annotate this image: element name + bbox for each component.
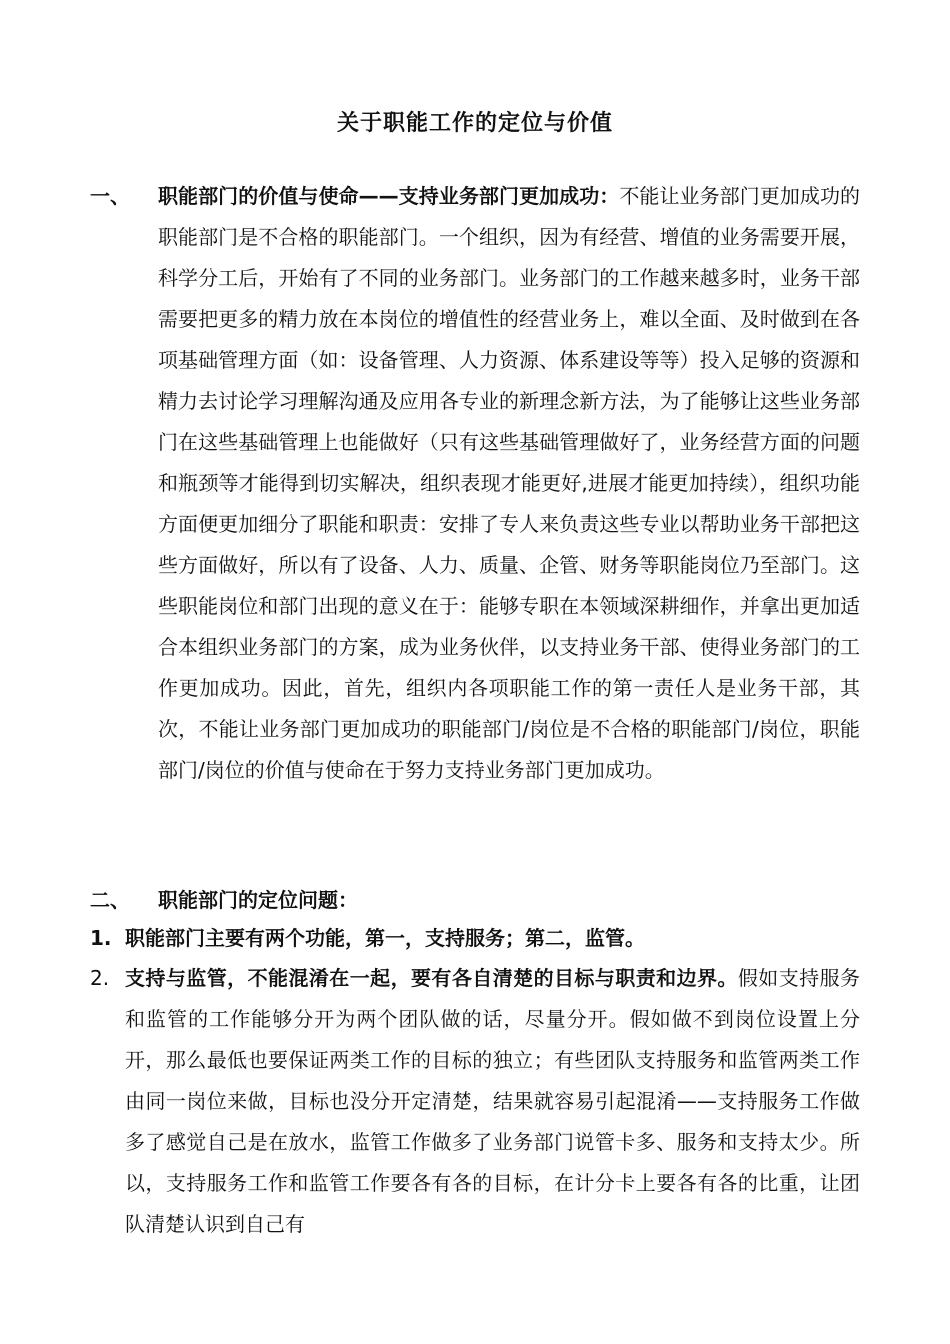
section-two-heading: 职能部门的定位问题： <box>158 888 358 912</box>
list-item-one-marker: 1. <box>90 926 112 950</box>
section-one-row <box>90 176 860 791</box>
list-item-two-body: 假如支持服务和监管的工作能够分开为两个团队做的话，尽量分开。假如做不到岗位设置上分开，那么最低也要保证两类工作的目标的独立；有些团队支持服务和监管两类工作由同一岗位来做，目标也没分开定清楚，结果就容易引起混淆——支持服务工作做多了感觉自己是在放水，监管工作做多了业务部门说管卡多、服务和支持太少。所以，支持服务工作和监管工作要各有各的目标，在计分卡上要各有各的比重，让团队清楚认识到自己有 <box>125 966 861 1236</box>
list-item-two-heading: 支持与监管，不能混淆在一起，要有各自清楚的目标与职责和边界。 <box>125 966 738 990</box>
document-title: 关于职能工作的定位与价值 <box>336 111 613 136</box>
list-item-one <box>90 918 860 959</box>
list-item-one-text: 职能部门主要有两个功能，第一，支持服务；第二，监管。 <box>125 926 645 950</box>
section-two-marker: 二、 <box>90 888 130 912</box>
section-one <box>90 176 860 791</box>
section-one-heading: 职能部门的价值与使命——支持业务部门更加成功： <box>158 184 620 208</box>
section-two <box>90 880 860 921</box>
section-one-body: 不能让业务部门更加成功的职能部门是不合格的职能部门。一个组织，因为有经营、增值的业务需要开展，科学分工后，开始有了不同的业务部门。业务部门的工作越来越多时，业务干部需要把更多的精力放在本岗位的增值性的经营业务上，难以全面、及时做到在各项基础管理方面（如：设备管理、人力资源、体系建设等等）投入足够的资源和精力去讨论学习理解沟通及应用各专业的新理念新方法，为了能够让这些业务部门在这些基础管理上也能做好（只有这些基础管理做好了，业务经营方面的问题和瓶颈等才能得到切实解决，组织表现才能更好,进展才能更加持续），组织功能方面便更加细分了职能和职责：安排了专人来负责这些专业以帮助业务干部把这些方面做好，所以有了设备、人力、质量、企管、财务等职能岗位乃至部门。这些职能岗位和部门出现的意义在于：能够专职在本领域深耕细作，并拿出更加适合本组织业务部门的方案，成为业务伙伴，以支持业务干部、使得业务部门的工作更加成功。因此，首先，组织内各项职能工作的第一责任人是业务干部，其次，不能让业务部门更加成功的职能部门/岗位是不合格的职能部门/岗位，职能部门/岗位的价值与使命在于努力支持业务部门更加成功。 <box>158 184 861 782</box>
section-two-row <box>90 880 860 921</box>
section-one-marker: 一、 <box>90 184 130 208</box>
list-item-two-row <box>90 958 860 1245</box>
list-item-two-marker: 2. <box>90 966 110 990</box>
list-item-two <box>90 958 860 1245</box>
section-one-content <box>158 176 860 791</box>
list-item-one-row <box>90 918 860 959</box>
list-item-two-content <box>125 958 860 1245</box>
